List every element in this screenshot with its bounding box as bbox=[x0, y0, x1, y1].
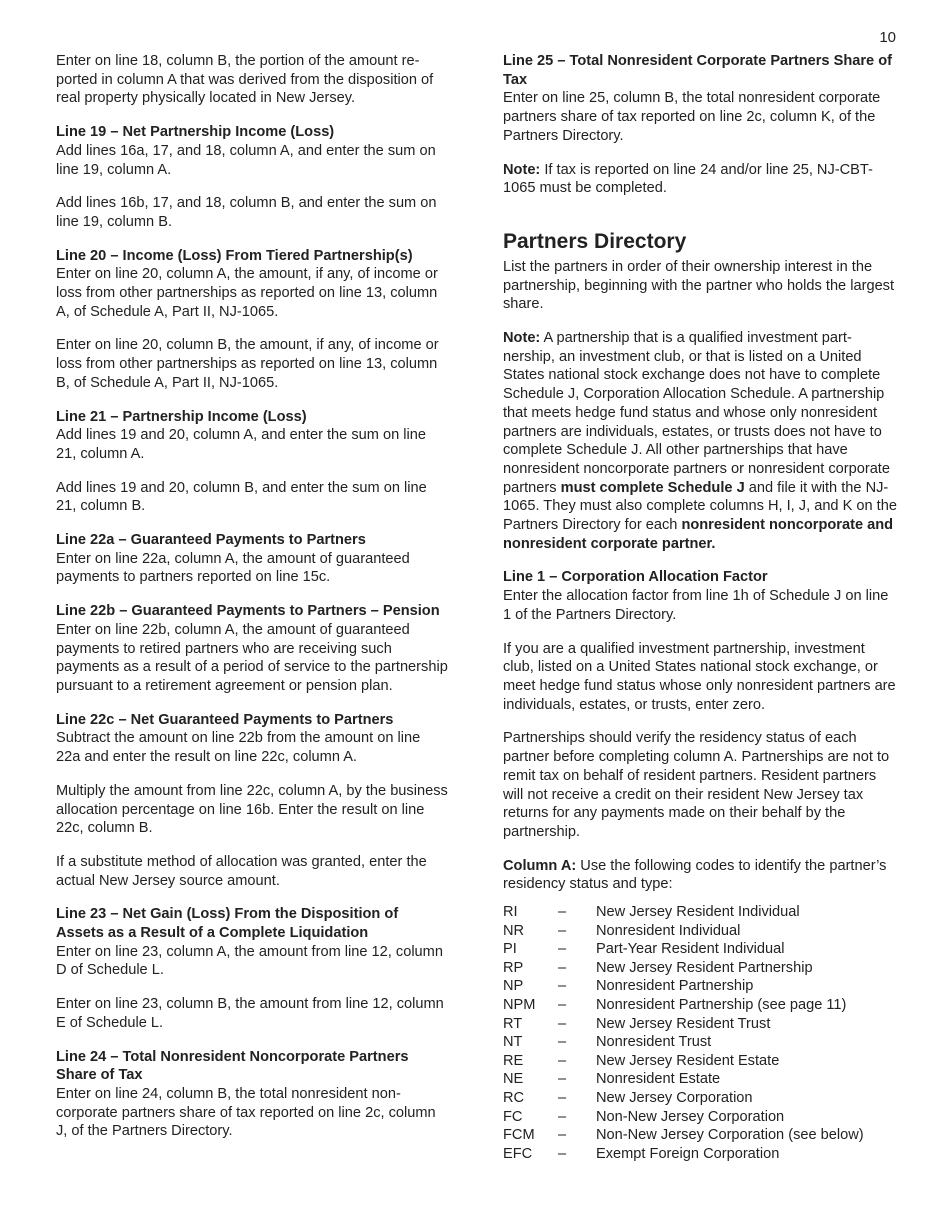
line20-heading: Line 20 – Income (Loss) From Tiered Partnership(s) bbox=[56, 247, 413, 264]
directory-note-bold-1: must complete Schedule J bbox=[560, 479, 745, 496]
line22b-section bbox=[56, 602, 448, 696]
code-row bbox=[503, 1033, 897, 1052]
dash: – bbox=[558, 1015, 567, 1032]
line21-heading: Line 21 – Partnership Income (Loss) bbox=[56, 408, 307, 425]
line22c-section bbox=[56, 711, 448, 767]
note-label: Note: bbox=[503, 161, 541, 178]
line1-text-b: If you are a qualified investment partnership, investment club, listed on a United States national stock exchange, or meet hedge fund status whose only nonresident partners are individuals, estates, or trusts, enter zero. bbox=[503, 640, 896, 713]
code: NT bbox=[503, 1034, 523, 1051]
code: RC bbox=[503, 1089, 525, 1106]
line21-text-b: Add lines 19 and 20, column B, and enter the sum on line 21, column B. bbox=[56, 479, 427, 515]
page-number: 10 bbox=[879, 29, 896, 46]
code-row bbox=[503, 922, 897, 941]
note-tax-reported bbox=[503, 161, 897, 198]
code: RP bbox=[503, 959, 524, 976]
partners-directory-intro: List the partners in order of their ownership interest in the partnership, beginning with the partner who holds the largest share. bbox=[503, 258, 895, 313]
code: EFC bbox=[503, 1145, 533, 1162]
code-description: Non-New Jersey Corporation bbox=[596, 1108, 785, 1125]
code-description: Nonresident Individual bbox=[596, 922, 741, 939]
line23-heading: Line 23 – Net Gain (Loss) From the Disposition of Assets as a Result of a Complete Liquidation bbox=[56, 906, 399, 942]
dash: – bbox=[558, 1052, 567, 1069]
code-row bbox=[503, 1089, 897, 1108]
dash: – bbox=[558, 1071, 567, 1088]
dash: – bbox=[558, 904, 567, 921]
code-description: New Jersey Resident Estate bbox=[596, 1052, 780, 1069]
code-description: New Jersey Resident Trust bbox=[596, 1015, 771, 1032]
line22c-text-a: Subtract the amount on line 22b from the amount on line 22a and enter the result on line 22c, column A. bbox=[56, 730, 421, 766]
line1-section bbox=[503, 568, 897, 624]
line20-section bbox=[56, 247, 448, 322]
line25-section bbox=[503, 52, 897, 146]
line24-section bbox=[56, 1048, 448, 1142]
directory-note-text-2: and file it with the NJ-1065. They must also complete columns H, I, J, and K on the Partners Directory for each bbox=[503, 479, 897, 534]
line22c-text-c: If a substitute method of allocation was granted, enter the actual New Jersey source amount. bbox=[56, 853, 427, 889]
code-row bbox=[503, 977, 897, 996]
dash: – bbox=[558, 978, 567, 995]
line21-text-a: Add lines 19 and 20, column A, and enter the sum on line 21, column A. bbox=[56, 427, 426, 462]
line25-heading: Line 25 – Total Nonresident Corporate Partners Share of Tax bbox=[503, 53, 892, 88]
code: FCM bbox=[503, 1127, 535, 1144]
dash: – bbox=[558, 1034, 567, 1051]
line20-text-b: Enter on line 20, column B, the amount, if any, of income or loss from other partnerships as reported on line 13, column B, of Schedule A, Part II, NJ-1065. bbox=[56, 337, 439, 391]
code: PI bbox=[503, 941, 517, 958]
line19-text-b: Add lines 16b, 17, and 18, column B, and enter the sum on line 19, column B. bbox=[56, 195, 437, 230]
line22c-text-b: Multiply the amount from line 22c, column A, by the business allocation percentage on line 16b. Enter the result on line 22c, column B. bbox=[56, 782, 448, 837]
dash: – bbox=[558, 1108, 567, 1125]
code-row bbox=[503, 1070, 897, 1089]
dash: – bbox=[558, 941, 567, 958]
line1-heading: Line 1 – Corporation Allocation Factor bbox=[503, 569, 768, 586]
code: RI bbox=[503, 904, 518, 921]
dash: – bbox=[558, 922, 567, 939]
line23-text-a: Enter on line 23, column A, the amount from line 12, column D of Schedule L. bbox=[56, 943, 443, 979]
code-row bbox=[503, 996, 897, 1015]
code-description: New Jersey Resident Partnership bbox=[596, 959, 813, 976]
line22a-heading: Line 22a – Guaranteed Payments to Partners bbox=[56, 532, 366, 549]
code-row bbox=[503, 1145, 897, 1164]
dash: – bbox=[558, 1127, 567, 1144]
line1-text-a: Enter the allocation factor from line 1h of Schedule J on line 1 of the Partners Directory. bbox=[503, 588, 889, 623]
dash: – bbox=[558, 1145, 567, 1162]
line24-text: Enter on line 24, column B, the total nonresident noncorporate partners share of tax reported on line 2c, column J, of the Partners Directory. bbox=[56, 1085, 436, 1140]
code: NR bbox=[503, 922, 525, 939]
code-row bbox=[503, 1108, 897, 1127]
left-column bbox=[56, 52, 448, 1156]
code-row bbox=[503, 903, 897, 922]
directory-note-label: Note: bbox=[503, 330, 541, 347]
right-column bbox=[503, 52, 897, 1163]
code-description: New Jersey Resident Individual bbox=[596, 904, 800, 921]
code-description: Nonresident Estate bbox=[596, 1071, 721, 1088]
code: FC bbox=[503, 1108, 523, 1125]
note-text: If tax is reported on line 24 and/or line 25, NJ-CBT-1065 must be completed. bbox=[503, 161, 873, 197]
line1-text-c: Partnerships should verify the residency status of each partner before completing column A. Partnerships are not to remit tax on behalf of resident partners. Resident partners will not receive a credit on their resident New Jersey tax returns for any payments made on their behalf by the partnership. bbox=[503, 730, 890, 840]
code: RE bbox=[503, 1052, 524, 1069]
code-row bbox=[503, 940, 897, 959]
directory-note-text-1: A partnership that is a qualified investment partnership, an investment club, or that is listed on a United States national stock exchange does not have to complete Schedule J, Corporation Allocation Schedule. A partnership that meets hedge fund status and whose only nonresident partners are individuals, estates, or trusts does not have to complete Schedule J. All other partnerships that have nonresident noncorporate partners or nonresident corporate partners bbox=[503, 330, 890, 496]
code-row bbox=[503, 1015, 897, 1034]
code-description: Nonresident Trust bbox=[596, 1034, 712, 1051]
line19-heading: Line 19 – Net Partnership Income (Loss) bbox=[56, 124, 335, 141]
code: NPM bbox=[503, 996, 536, 1013]
line19-text-a: Add lines 16a, 17, and 18, column A, and enter the sum on line 19, column A. bbox=[56, 142, 436, 178]
code-description: Part-Year Resident Individual bbox=[596, 941, 785, 958]
line21-section bbox=[56, 408, 448, 464]
line20-text-a: Enter on line 20, column A, the amount, if any, of income or loss from other partnerships as reported on line 13, column A, of Schedule A, Part II, NJ-1065. bbox=[56, 266, 438, 320]
line25-text: Enter on line 25, column B, the total nonresident corporate partners share of tax reported on line 2c, column K, of the Partners Directory. bbox=[503, 90, 881, 144]
column-a-text: Use the following codes to identify the partner’s residency status and type: bbox=[503, 857, 887, 893]
line22b-heading: Line 22b – Guaranteed Payments to Partners – Pension bbox=[56, 603, 440, 620]
line18-column-b-text: Enter on line 18, column B, the portion of the amount reported in column A that was derived from the disposition of real property physically located in New Jersey. bbox=[56, 53, 434, 107]
code: NE bbox=[503, 1071, 524, 1088]
partners-directory-title: Partners Directory bbox=[503, 229, 687, 253]
column-a-intro bbox=[503, 857, 897, 894]
code-row bbox=[503, 1126, 897, 1145]
line22a-text: Enter on line 22a, column A, the amount of guaranteed payments to partners reported on line 15c. bbox=[56, 550, 410, 586]
code: NP bbox=[503, 978, 524, 995]
code-description: New Jersey Corporation bbox=[596, 1089, 753, 1106]
code: RT bbox=[503, 1015, 523, 1032]
code-description: Nonresident Partnership bbox=[596, 978, 754, 995]
code-row bbox=[503, 1052, 897, 1071]
code-row bbox=[503, 959, 897, 978]
line23-text-b: Enter on line 23, column B, the amount from line 12, column E of Schedule L. bbox=[56, 996, 444, 1031]
column-a-label: Column A: bbox=[503, 857, 577, 874]
directory-note-bold-2: nonresident noncorporate and nonresident corporate partner. bbox=[503, 517, 894, 552]
line19-section bbox=[56, 123, 448, 179]
line23-section bbox=[56, 905, 448, 980]
residency-code-list bbox=[503, 903, 897, 1163]
partners-directory-note bbox=[503, 329, 897, 553]
dash: – bbox=[558, 996, 567, 1013]
code-description: Exempt Foreign Corporation bbox=[596, 1145, 780, 1162]
line22b-text: Enter on line 22b, column A, the amount of guaranteed payments to retired partners who are receiving such payments as a result of a period of service to the partnership pursuant to a retirement agreement or pension plan. bbox=[56, 621, 448, 694]
dash: – bbox=[558, 1089, 567, 1106]
line22a-section bbox=[56, 531, 448, 587]
line24-heading: Line 24 – Total Nonresident Noncorporate Partners Share of Tax bbox=[56, 1048, 409, 1084]
dash: – bbox=[558, 959, 567, 976]
line22c-heading: Line 22c – Net Guaranteed Payments to Partners bbox=[56, 711, 394, 728]
code-description: Non-New Jersey Corporation (see below) bbox=[596, 1127, 864, 1144]
code-description: Nonresident Partnership (see page 11) bbox=[596, 996, 847, 1013]
